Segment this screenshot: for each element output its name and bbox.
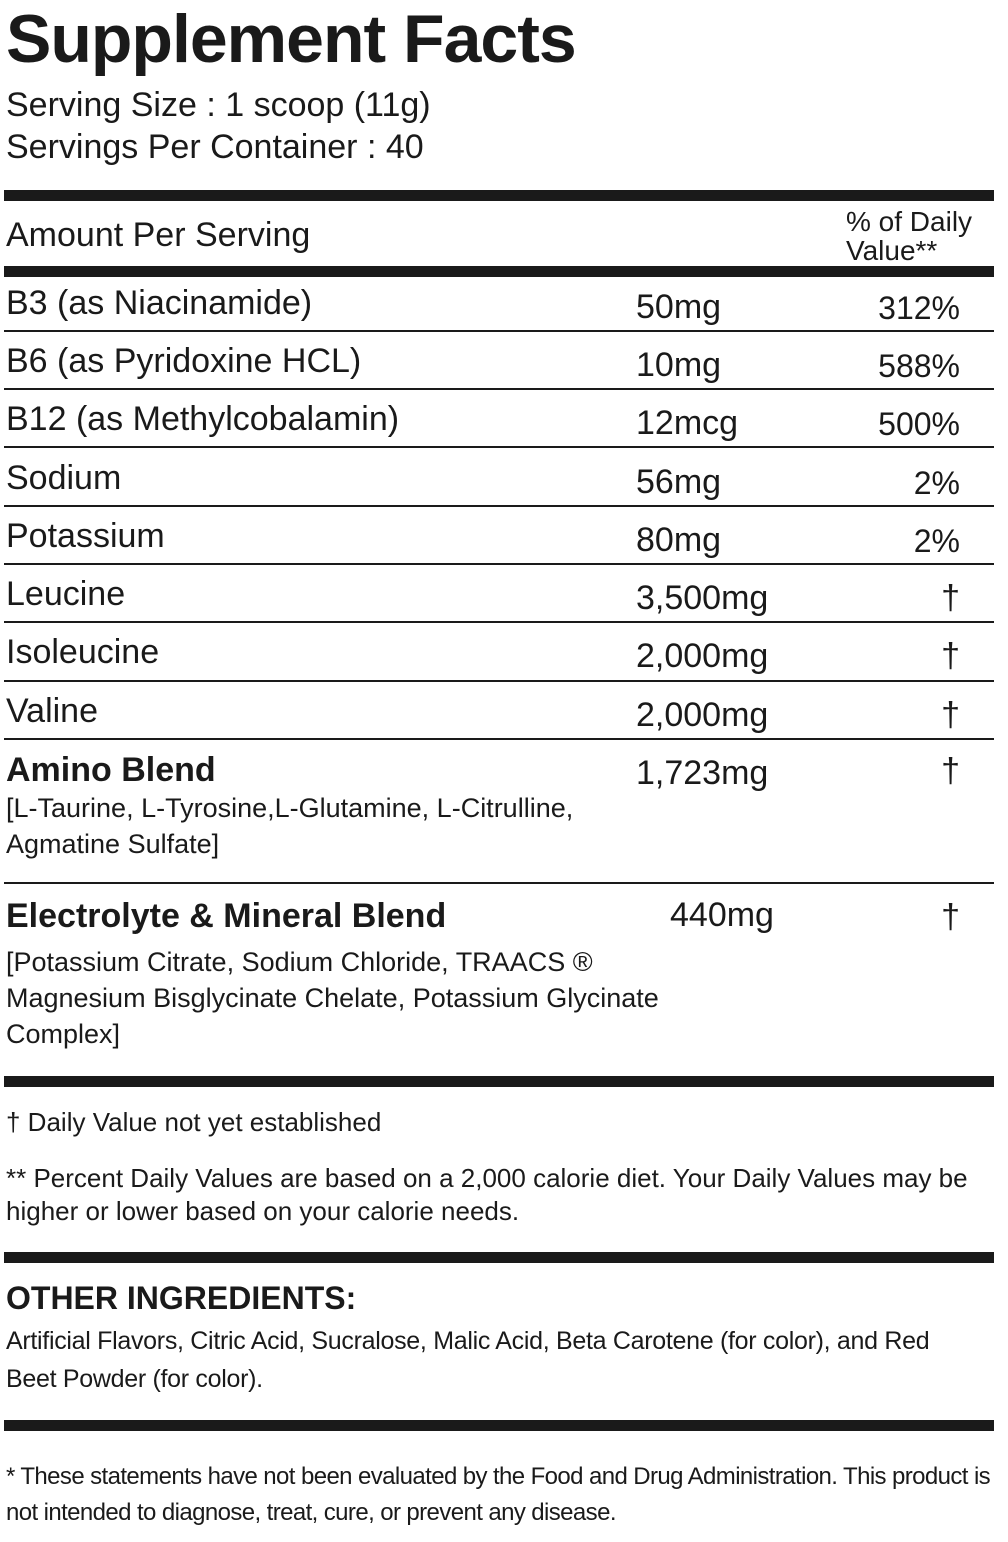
blend-name: Electrolyte & Mineral Blend (6, 897, 447, 935)
row-name: Valine (6, 692, 98, 730)
servings-per-container: Servings Per Container : 40 (6, 128, 424, 166)
header-amount-per-serving: Amount Per Serving (6, 216, 311, 254)
serving-size: Serving Size : 1 scoop (11g) (6, 86, 431, 124)
dagger-mark: † (941, 752, 960, 790)
row-name: B3 (as Niacinamide) (6, 284, 313, 322)
other-ingredients-heading: OTHER INGREDIENTS: (6, 1280, 357, 1316)
row-dv: 2% (913, 523, 960, 559)
percent-dv-footnote: ** Percent Daily Values are based on a 2,000 calorie diet. Your Daily Values may be higher or lower based on your calorie needs. (6, 1163, 968, 1226)
divider-thin (4, 563, 994, 565)
divider-thin (4, 446, 994, 448)
divider-thick (4, 1252, 994, 1263)
dagger-footnote: † Daily Value not yet established (6, 1107, 382, 1137)
blend-ingredients: [Potassium Citrate, Sodium Chloride, TRAACS ® Magnesium Bisglycinate Chelate, Potassium Glycinate Complex] (6, 947, 659, 1049)
blend-name: Amino Blend (6, 751, 216, 789)
row-name: B12 (as Methylcobalamin) (6, 400, 400, 438)
blend-amount: 1,723mg (636, 754, 769, 792)
divider-thick (4, 190, 994, 201)
dagger-mark: † (941, 579, 960, 617)
dagger-mark: † (941, 898, 960, 936)
divider-thick (4, 266, 994, 277)
blend-ingredients: [L-Taurine, L-Tyrosine,L-Glutamine, L-Citrulline, Agmatine Sulfate] (6, 793, 574, 859)
divider-thin (4, 505, 994, 507)
row-dv: 588% (878, 348, 960, 384)
row-name: B6 (as Pyridoxine HCL) (6, 342, 362, 380)
row-amount: 50mg (636, 288, 722, 326)
header-daily-value: % of Daily Value** (846, 206, 973, 266)
divider-thin (4, 388, 994, 390)
row-amount: 2,000mg (636, 637, 769, 675)
other-ingredients-text: Artificial Flavors, Citric Acid, Sucralose, Malic Acid, Beta Carotene (for color), and Red Beet Powder (for color). (6, 1327, 930, 1393)
row-dv: 500% (878, 406, 960, 442)
row-amount: 12mcg (636, 404, 739, 442)
divider-thin (4, 330, 994, 332)
row-name: Isoleucine (6, 633, 160, 671)
divider-thin (4, 882, 994, 884)
row-dv: 312% (878, 290, 960, 326)
panel-title: Supplement Facts (6, 1, 576, 77)
divider-thin (4, 621, 994, 623)
divider-thick (4, 1420, 994, 1431)
row-amount: 56mg (636, 463, 722, 501)
divider-thin (4, 738, 994, 740)
dagger-mark: † (941, 637, 960, 675)
dagger-mark: † (941, 696, 960, 734)
row-amount: 80mg (636, 521, 722, 559)
fda-disclaimer: * These statements have not been evaluated by the Food and Drug Administration. This product is not intended to diagnose, treat, cure, or prevent any disease. (6, 1463, 991, 1526)
row-name: Leucine (6, 575, 126, 613)
blend-amount: 440mg (670, 896, 774, 934)
row-dv: 2% (913, 465, 960, 501)
row-amount: 2,000mg (636, 696, 769, 734)
row-name: Potassium (6, 517, 165, 555)
row-amount: 10mg (636, 346, 722, 384)
row-name: Sodium (6, 459, 122, 497)
divider-thick (4, 1076, 994, 1087)
row-amount: 3,500mg (636, 579, 769, 617)
divider-thin (4, 680, 994, 682)
